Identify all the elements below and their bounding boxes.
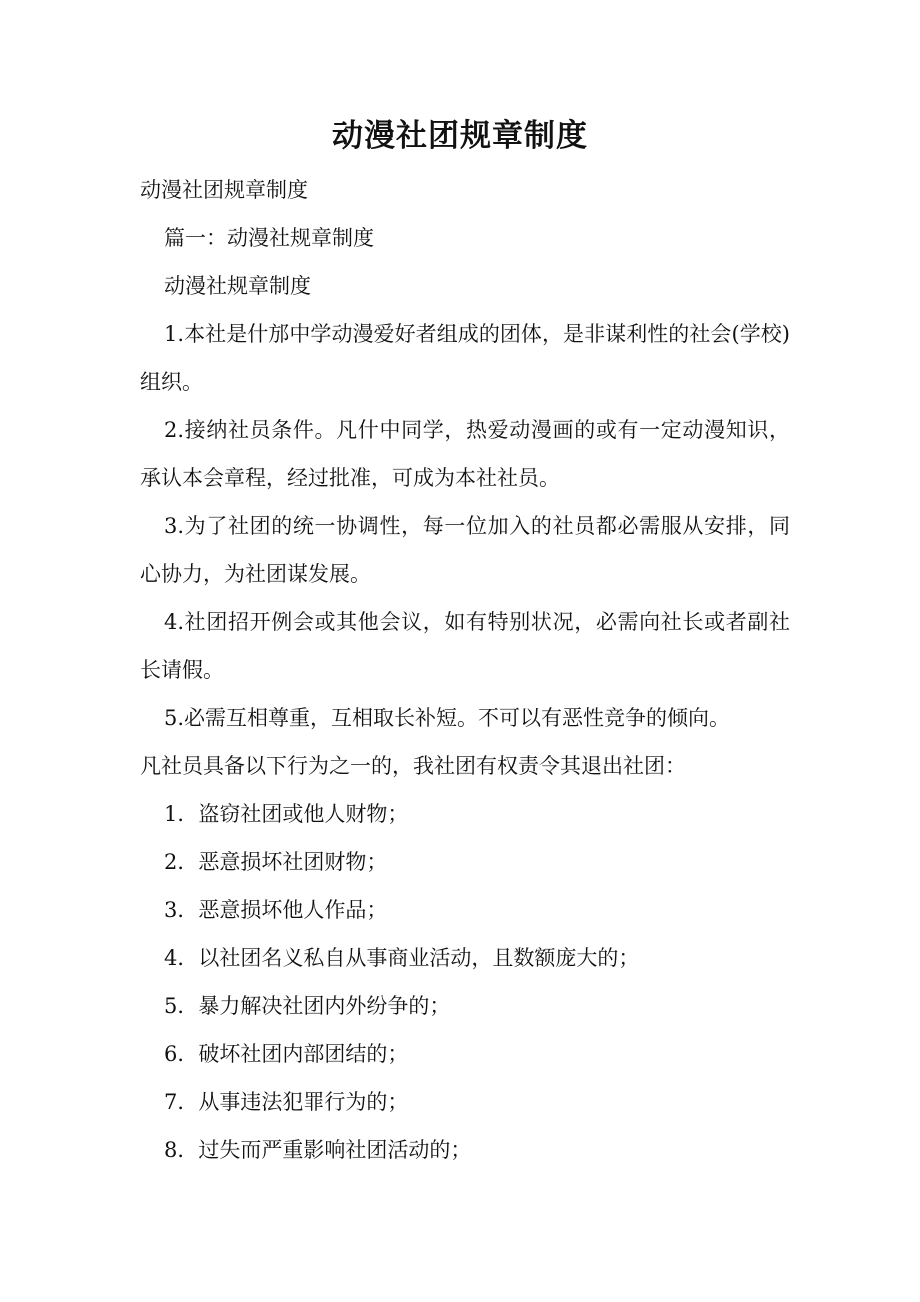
expulsion-item: 8．过失而严重影响社团活动的； <box>164 1138 472 1162</box>
rule-paragraph: 2.接纳社员条件。凡什中同学，热爱动漫画的或有一定动漫知识，承认本会章程，经过批准，可成为本社社员。 <box>140 418 790 490</box>
document-subtitle: 动漫社团规章制度 <box>140 178 308 202</box>
section-subheading: 动漫社规章制度 <box>164 274 311 298</box>
expulsion-item: 4．以社团名义私自从事商业活动，且数额庞大的； <box>164 946 640 970</box>
rule-paragraph: 3.为了社团的统一协调性，每一位加入的社员都必需服从安排，同心协力，为社团谋发展。 <box>140 514 790 586</box>
expulsion-item: 3．恶意损坏他人作品； <box>164 898 388 922</box>
document-body <box>140 166 790 1174</box>
expulsion-item: 7．从事违法犯罪行为的； <box>164 1090 409 1114</box>
expulsion-item: 5．暴力解决社团内外纷争的； <box>164 994 451 1018</box>
document-title: 动漫社团规章制度 <box>332 118 588 154</box>
rule-paragraph: 5.必需互相尊重，互相取长补短。不可以有恶性竞争的倾向。 <box>164 706 731 730</box>
rule-paragraph: 4.社团招开例会或其他会议，如有特别状况，必需向社长或者副社长请假。 <box>140 610 790 682</box>
rule-paragraph: 1.本社是什邡中学动漫爱好者组成的团体，是非谋利性的社会(学校)组织。 <box>140 322 790 394</box>
expulsion-intro: 凡社员具备以下行为之一的，我社团有权责令其退出社团： <box>140 754 686 778</box>
expulsion-item: 2．恶意损坏社团财物； <box>164 850 388 874</box>
expulsion-item: 1．盗窃社团或他人财物； <box>164 802 409 826</box>
expulsion-item: 6．破坏社团内部团结的； <box>164 1042 409 1066</box>
section-heading: 篇一：动漫社规章制度 <box>164 226 374 250</box>
